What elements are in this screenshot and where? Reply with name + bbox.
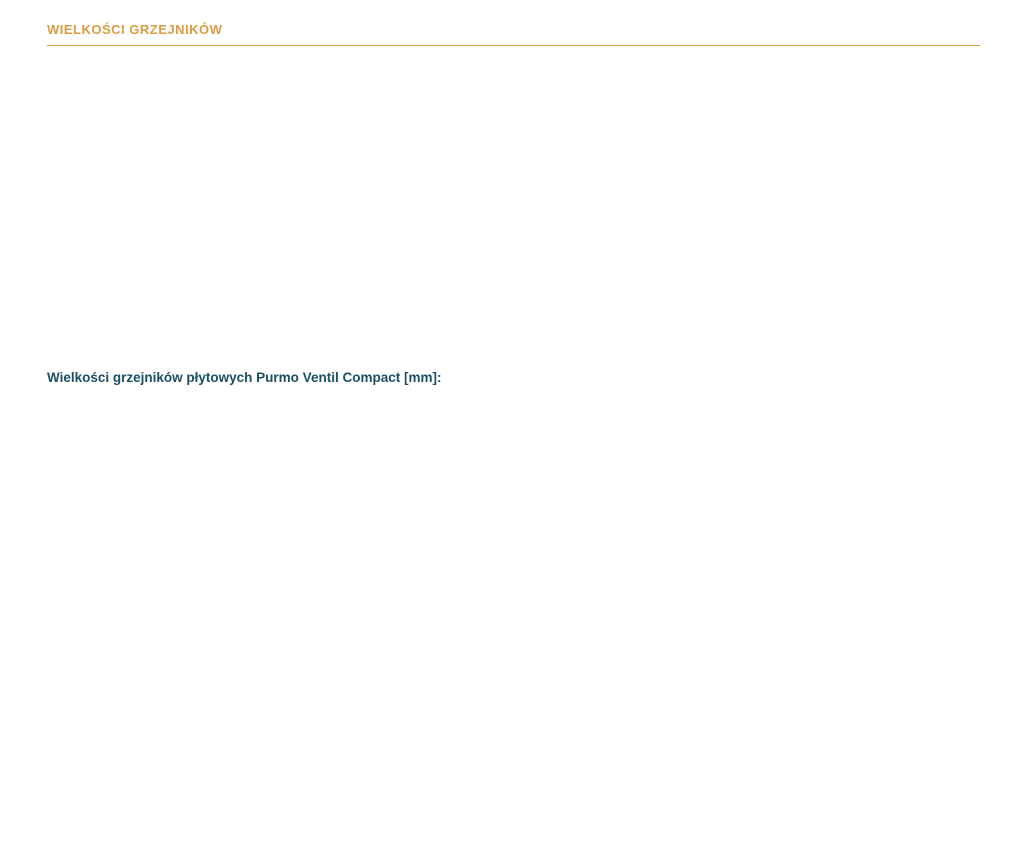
section-subtitle: Wielkości grzejników płytowych Purmo Ventil Compact [mm]:: [47, 370, 442, 385]
title-rule: [47, 45, 980, 46]
page-title: WIELKOŚCI GRZEJNIKÓW: [47, 22, 223, 37]
